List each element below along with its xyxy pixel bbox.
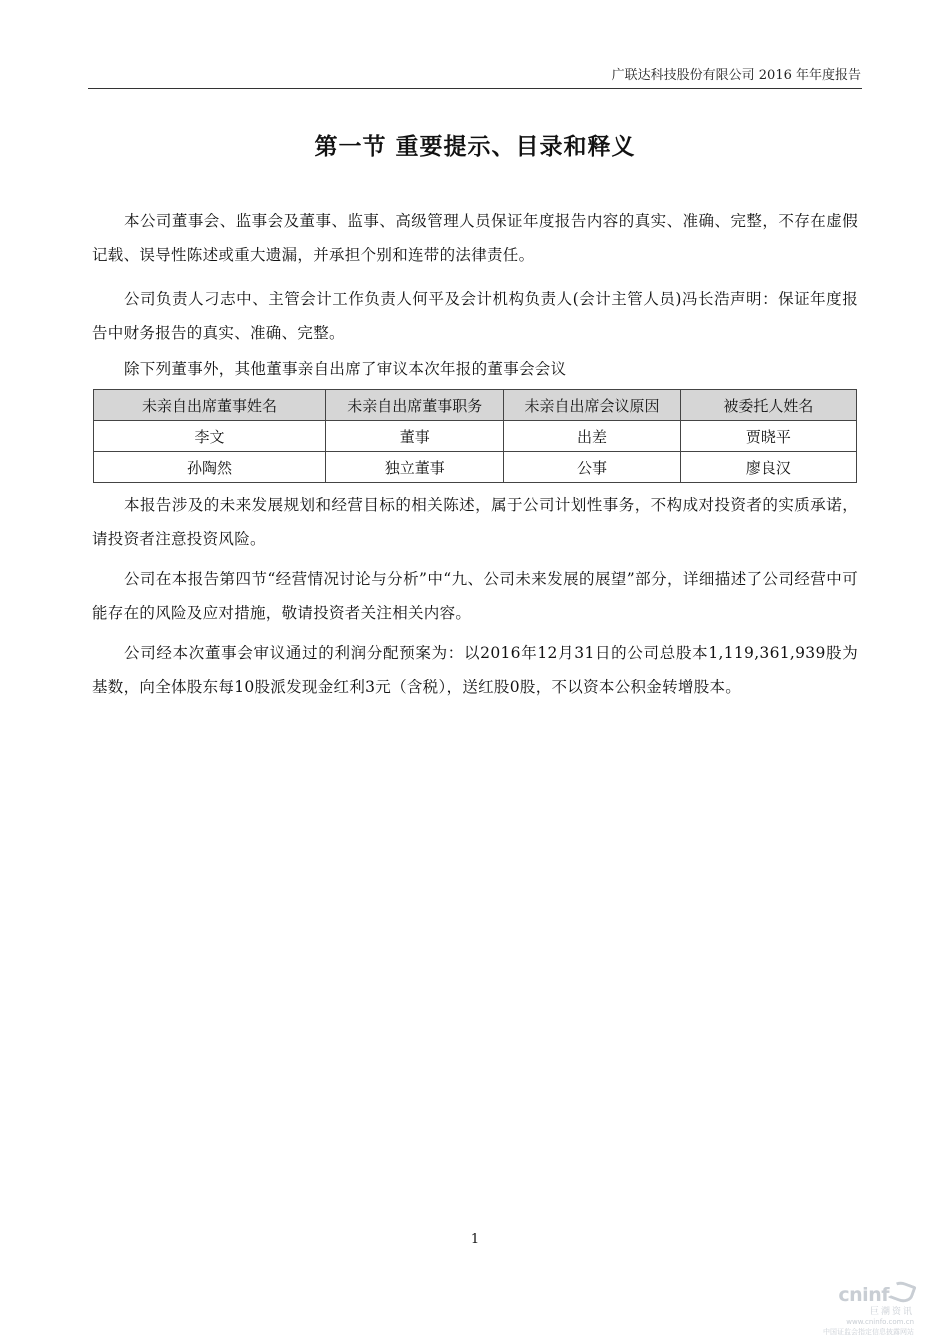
table-cell: 公事 (504, 452, 680, 483)
watermark-url: www.cninfo.com.cn (846, 1318, 914, 1326)
header-divider (88, 88, 862, 89)
table-row (94, 421, 857, 452)
column-header: 未亲自出席会议原因 (504, 390, 680, 421)
cninfo-logo-text: cninf (838, 1284, 889, 1306)
section-title: 第一节 重要提示、目录和释义 (314, 134, 636, 160)
paragraph-profit-distribution: 公司经本次董事会审议通过的利润分配预案为：以2016年12月31日的公司总股本1,119,361,939股为基数，向全体股东每10股派发现金红利3元（含税），送红股0股，不以资本公积金转增股本。 (92, 644, 858, 696)
paragraph-responsible-persons: 公司负责人刁志中、主管会计工作负责人何平及会计机构负责人(会计主管人员)冯长浩声明：保证年度报告中财务报告的真实、准确、完整。 (92, 290, 858, 342)
column-header: 被委托人姓名 (680, 390, 856, 421)
watermark-cn-name: 巨潮资讯 (869, 1307, 914, 1317)
table-cell: 独立董事 (326, 452, 504, 483)
cninfo-logo (823, 1282, 914, 1306)
paragraph-forward-looking: 本报告涉及的未来发展规划和经营目标的相关陈述，属于公司计划性事务，不构成对投资者的实质承诺，请投资者注意投资风险。 (92, 496, 858, 548)
paragraph-risk-reference: 公司在本报告第四节“经营情况讨论与分析”中“九、公司未来发展的展望”部分，详细描述了公司经营中可能存在的风险及应对措施，敬请投资者关注相关内容。 (92, 570, 858, 622)
paragraph-absent-directors-intro: 除下列董事外，其他董事亲自出席了审议本次年报的董事会会议 (124, 360, 567, 378)
table-cell: 贾晓平 (680, 421, 856, 452)
absent-directors-table (93, 389, 857, 483)
table-header-row (94, 390, 857, 421)
table-cell: 孙陶然 (94, 452, 326, 483)
table-cell: 李文 (94, 421, 326, 452)
wave-icon (887, 1278, 916, 1305)
table-row (94, 452, 857, 483)
page-number: 1 (470, 1232, 480, 1247)
cninfo-watermark (823, 1282, 914, 1337)
watermark-footer: 中国证监会指定信息披露网站 (823, 1328, 914, 1336)
table-cell: 出差 (504, 421, 680, 452)
column-header: 未亲自出席董事姓名 (94, 390, 326, 421)
table-cell: 董事 (326, 421, 504, 452)
running-header: 广联达科技股份有限公司 2016 年年度报告 (611, 68, 861, 83)
paragraph-board-guarantee: 本公司董事会、监事会及董事、监事、高级管理人员保证年度报告内容的真实、准确、完整，不存在虚假记载、误导性陈述或重大遗漏，并承担个别和连带的法律责任。 (92, 212, 858, 264)
table-cell: 廖良汉 (680, 452, 856, 483)
column-header: 未亲自出席董事职务 (326, 390, 504, 421)
